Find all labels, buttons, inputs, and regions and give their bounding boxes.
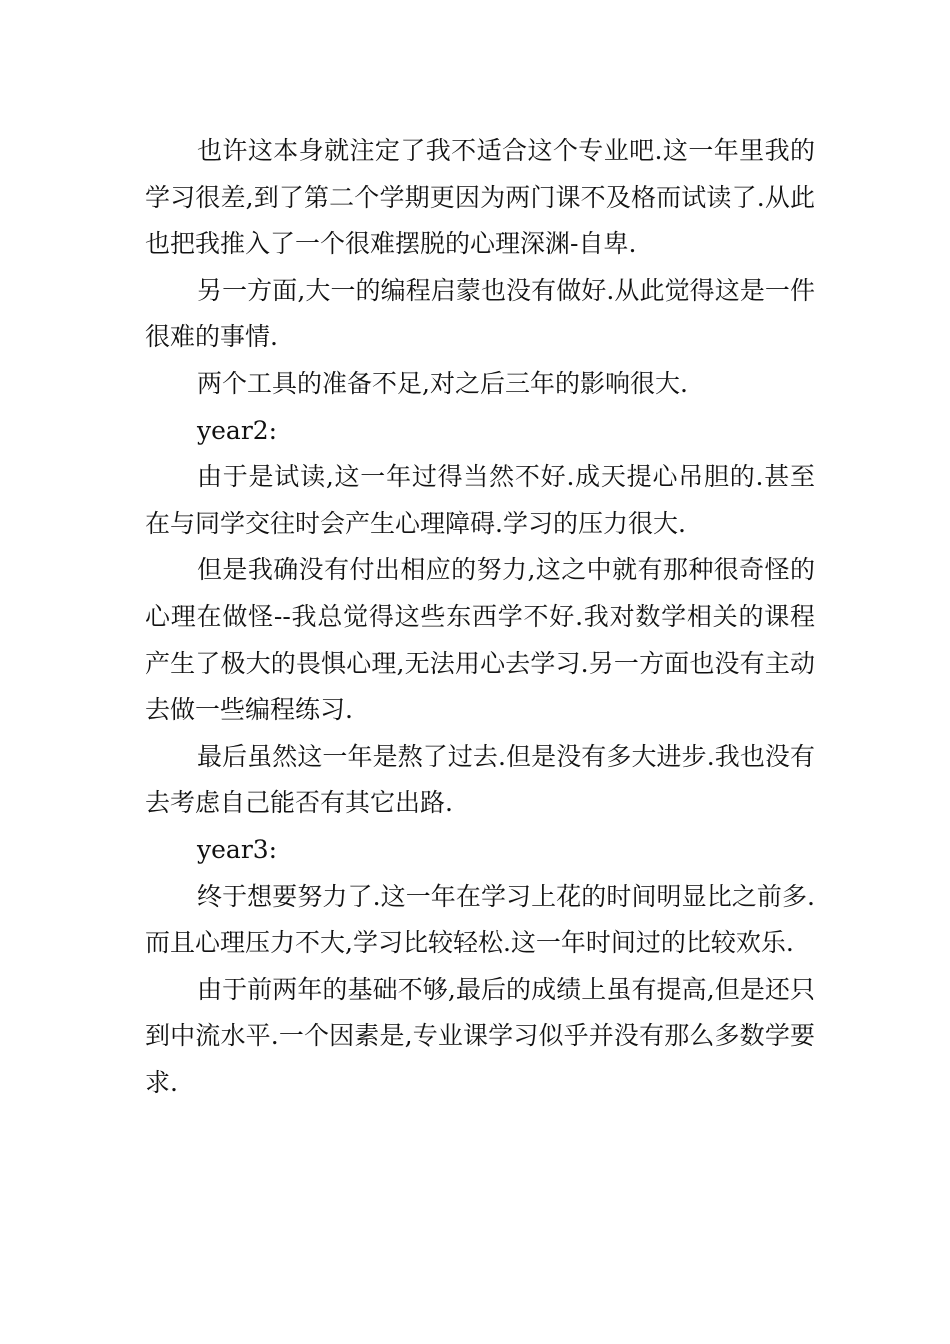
paragraph: 由于前两年的基础不够,最后的成绩上虽有提高,但是还只到中流水平.一个因素是,专业课学习似乎并没有那么多数学要求. bbox=[145, 974, 815, 1097]
paragraph: 另一方面,大一的编程启蒙也没有做好.从此觉得这是一件很难的事情. bbox=[145, 275, 815, 352]
paragraph: 但是我确没有付出相应的努力,这之中就有那种很奇怪的心理在做怪--我总觉得这些东西学不好.我对数学相关的课程产生了极大的畏惧心理,无法用心去学习.另一方面也没有主动去做一些编程练习. bbox=[145, 555, 815, 725]
document-body bbox=[145, 128, 815, 1106]
paragraph: 最后虽然这一年是熬了过去.但是没有多大进步.我也没有去考虑自己能否有其它出路. bbox=[145, 741, 815, 818]
paragraph: 由于是试读,这一年过得当然不好.成天提心吊胆的.甚至在与同学交往时会产生心理障碍.学习的压力很大. bbox=[145, 462, 815, 538]
section-heading-year2: year2: bbox=[197, 415, 278, 445]
section-heading-year3: year3: bbox=[197, 834, 278, 864]
paragraph: 也许这本身就注定了我不适合这个专业吧.这一年里我的学习很差,到了第二个学期更因为两门课不及格而试读了.从此也把我推入了一个很难摆脱的心理深渊-自卑. bbox=[145, 136, 815, 259]
paragraph: 两个工具的准备不足,对之后三年的影响很大. bbox=[197, 368, 688, 398]
paragraph: 终于想要努力了.这一年在学习上花的时间明显比之前多.而且心理压力不大,学习比较轻松.这一年时间过的比较欢乐. bbox=[145, 881, 815, 958]
